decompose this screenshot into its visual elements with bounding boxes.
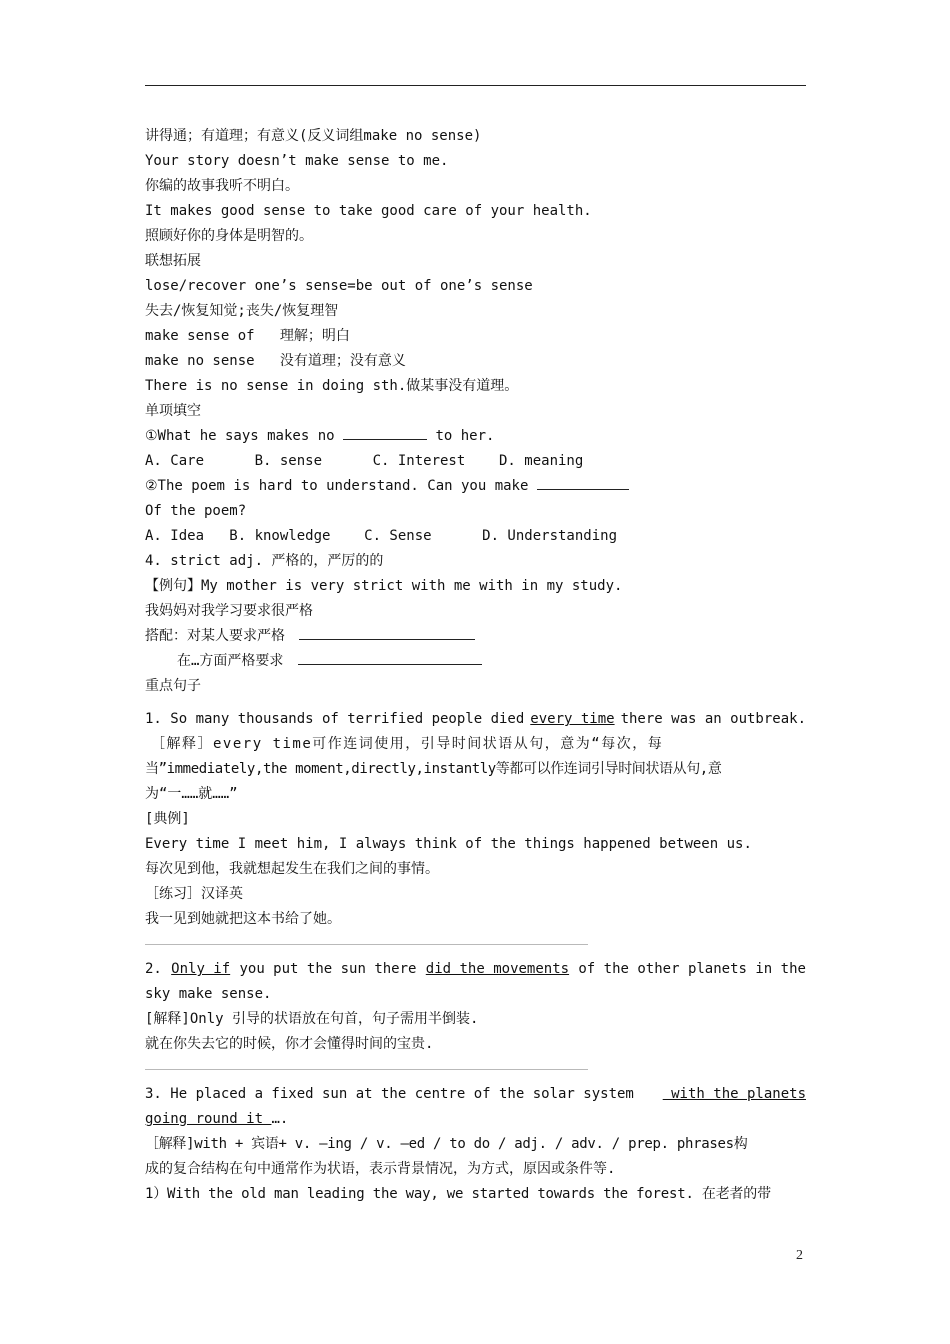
explanation-line: ［解释］every time可作连词使用，引导时间状语从句，意为“每次，每 (151, 736, 664, 752)
sentence-text: you put the sun there (239, 961, 417, 977)
phrase-line: There is no sense in doing sth.做某事没有道理。 (145, 378, 519, 394)
example-zh: 你编的故事我听不明白。 (145, 178, 299, 194)
underlined-phrase: with the planets (662, 1086, 806, 1102)
question-options: A. Care B. sense C. Interest D. meaning (145, 453, 584, 469)
sentence-number: 2. (145, 961, 162, 977)
example-en: 【例句】My mother is very strict with me with in my study. (145, 578, 623, 594)
sentence-text: 1. So many thousands of terrified people died (145, 711, 525, 727)
collocation-line (145, 624, 806, 649)
sentence-text: 3. He placed a fixed sun at the centre of the solar system (145, 1086, 634, 1102)
explanation-line: 当”immediately,the moment,directly,instantly等都可以作连词引导时间状语从句,意 (145, 761, 722, 777)
example-zh: 我妈妈对我学习要求很严格 (145, 603, 313, 619)
question-text: ②The poem is hard to understand. Can you make (145, 478, 529, 494)
question-text: ①What he says makes no (145, 428, 335, 444)
example-zh: 每次见到他，我就想起发生在我们之间的事情。 (145, 861, 439, 877)
answer-blank[interactable] (537, 475, 629, 490)
example-zh: 照顾好你的身体是明智的。 (145, 228, 313, 244)
page-number: 2 (796, 1248, 803, 1263)
header-rule (145, 85, 806, 86)
collocation-line (145, 649, 806, 674)
question-1 (145, 424, 806, 449)
collocation-label: 搭配：对某人要求严格 (145, 628, 285, 644)
example-en: It makes good sense to take good care of your health. (145, 203, 592, 219)
question-text: to her. (435, 428, 495, 444)
sentence-continuation (145, 1107, 806, 1132)
example-line: 1）With the old man leading the way, we started towards the forest. 在老者的带 (145, 1186, 771, 1202)
key-sentence-3 (145, 1082, 806, 1107)
explanation-line: [解释]Only 引导的状语放在句首，句子需用半倒装. (145, 1011, 479, 1027)
phrase-meaning: 失去/恢复知觉;丧失/恢复理智 (145, 303, 339, 319)
explanation-line: 为“一……就……” (145, 786, 238, 802)
phrase-line: make no sense 没有道理；没有意义 (145, 353, 406, 369)
sentence-text: there was an outbreak. (620, 711, 806, 727)
answer-blank[interactable] (298, 650, 482, 665)
sentence-text: sky make sense. (145, 986, 272, 1002)
example-en: Every time I meet him, I always think of the things happened between us. (145, 836, 752, 852)
question-text: Of the poem? (145, 503, 247, 519)
question-2 (145, 474, 806, 499)
definition-line: 讲得通；有道理；有意义(反义词组make no sense) (145, 128, 482, 144)
phrase-line: make sense of 理解；明白 (145, 328, 350, 344)
document-body (145, 124, 806, 1207)
collocation-label: 在…方面严格要求 (177, 653, 284, 669)
answer-line[interactable] (145, 1069, 588, 1070)
example-en: Your story doesn’t make sense to me. (145, 153, 449, 169)
section-heading: 单项填空 (145, 403, 201, 419)
underlined-phrase: did the movements (425, 961, 570, 977)
answer-blank[interactable] (299, 625, 475, 640)
explanation-line: ［解释]with + 宾语+ v. –ing / v. –ed / to do / adj. / adv. / prep. phrases构 (145, 1136, 748, 1152)
key-sentence-1 (145, 707, 806, 732)
underlined-phrase: going round it (145, 1111, 272, 1127)
answer-line[interactable] (145, 944, 588, 945)
vocab-heading: 4. strict adj. 严格的，严厉的的 (145, 553, 384, 569)
explanation-line: 成的复合结构在句中通常作为状语，表示背景情况，为方式，原因或条件等. (145, 1161, 616, 1177)
example-label: [典例] (145, 811, 190, 827)
section-heading: 重点句子 (145, 678, 201, 694)
section-heading: 联想拓展 (145, 253, 201, 269)
underlined-phrase: every time (530, 711, 615, 727)
example-zh: 就在你失去它的时候，你才会懂得时间的宝贵. (145, 1036, 434, 1052)
question-options: A. Idea B. knowledge C. Sense D. Understanding (145, 528, 618, 544)
sentence-text: …. (271, 1111, 289, 1127)
key-sentence-2 (145, 957, 806, 982)
answer-blank[interactable] (343, 425, 427, 440)
phrase-line: lose/recover one’s sense=be out of one’s sense (145, 278, 533, 294)
practice-prompt: 我一见到她就把这本书给了她。 (145, 911, 341, 927)
sentence-text: of the other planets in the (578, 961, 806, 977)
practice-label: ［练习］汉译英 (145, 886, 243, 902)
underlined-phrase: Only if (171, 961, 231, 977)
